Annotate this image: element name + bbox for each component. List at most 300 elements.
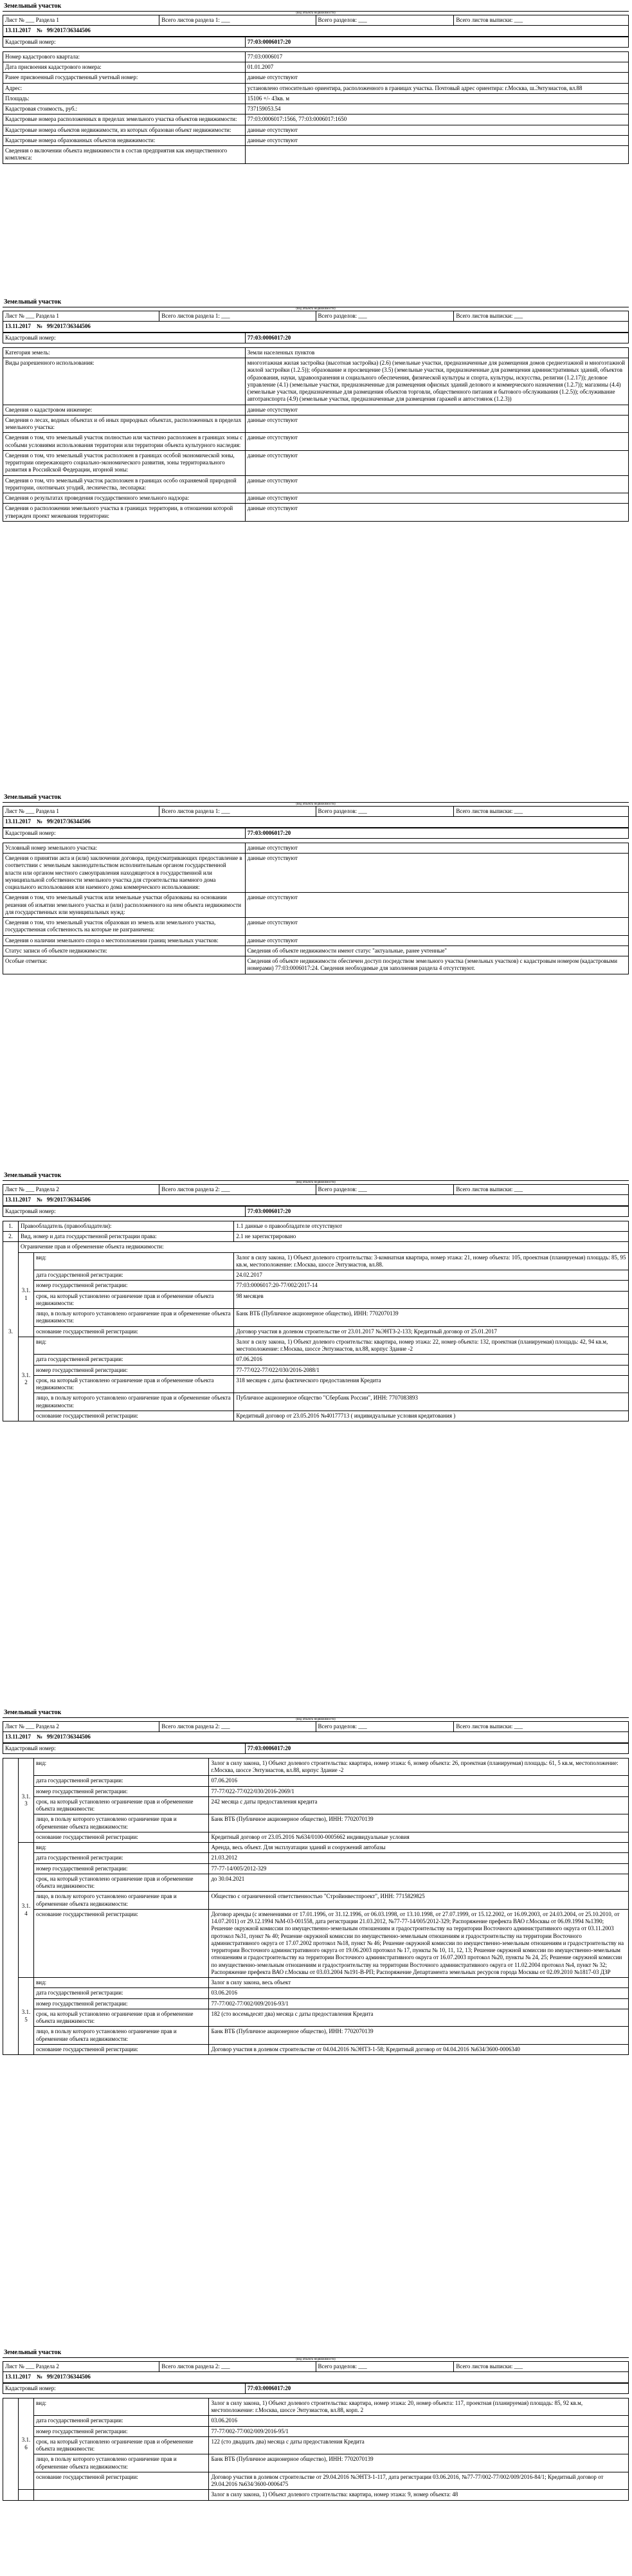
row-label: Категория земель: xyxy=(3,347,246,358)
row-value: данные отсутствуют xyxy=(245,493,628,504)
cadastral-value: 77:03:0006017:20 xyxy=(245,828,628,838)
date-row xyxy=(3,1195,629,1205)
encumbrance-label: вид: xyxy=(34,1337,234,1355)
row-value: данные отсутствуют xyxy=(245,73,628,83)
sheet-1 xyxy=(3,1,629,164)
extract-date: 13.11.2017 xyxy=(5,2373,32,2380)
row-label: Правообладатель (правообладатели): xyxy=(19,1221,234,1231)
date-number-cell xyxy=(3,26,629,36)
encumbrance-value: Общество с ограниченной ответственностью "Стройинвестпроект", ИНН: 7715829825 xyxy=(209,1892,629,1910)
sheet-header-row xyxy=(3,1185,629,1195)
encumbrance-value: 07.06.2016 xyxy=(209,1776,629,1786)
table-row xyxy=(3,450,629,475)
object-caption: (вид объекта недвижимости) xyxy=(3,2357,629,2361)
row-label: Номер кадастрового квартала: xyxy=(3,51,246,62)
row-label: Кадастровые номера объектов недвижимости, из которых образован объект недвижимости: xyxy=(3,125,246,135)
encumbrance-value: Банк ВТБ (Публичное акционерное общество), ИНН: 7702070139 xyxy=(209,2454,629,2472)
encumbrance-value: 03.06.2016 xyxy=(209,2416,629,2426)
encumbrance-table xyxy=(3,1758,629,2055)
encumbrance-value: Кредитный договор от 23.05.2016 №40177713 ( индивидуальные условия кредитования ) xyxy=(234,1411,629,1421)
sheet-total-extract: Всего листов выписки: ___ xyxy=(454,1185,629,1195)
cadastral-value: 77:03:0006017:20 xyxy=(245,333,628,343)
extract-number-prefix: № xyxy=(37,323,43,330)
encumbrance-row xyxy=(3,1365,629,1375)
details-table xyxy=(3,347,629,522)
cadastral-row xyxy=(3,37,629,47)
encumbrance-label: дата государственной регистрации: xyxy=(34,1270,234,1281)
encumbrance-table xyxy=(3,2398,629,2501)
encumbrance-label: основание государственной регистрации: xyxy=(34,2472,209,2490)
extract-number-prefix: № xyxy=(37,1196,43,1203)
encumbrance-row xyxy=(3,1758,629,1776)
owner-value: данные о правообладателе отсутствуют xyxy=(244,1222,343,1229)
sheet-list-number: Лист № ___ Раздела 2 xyxy=(3,2362,159,2372)
sheet-4 xyxy=(3,1171,629,1421)
encumbrance-label: дата государственной регистрации: xyxy=(34,1988,209,1998)
sheet-total-sheets: Всего листов раздела 2: ___ xyxy=(159,1185,316,1195)
sheet-total-sections: Всего разделов: ___ xyxy=(316,1185,454,1195)
table-row xyxy=(3,854,629,893)
cadastral-label: Кадастровый номер: xyxy=(3,37,246,47)
cadastral-table xyxy=(3,828,629,839)
encumbrance-number: 3.1.5 xyxy=(19,1978,34,2055)
table-row xyxy=(3,433,629,451)
row-label: Виды разрешенного использования: xyxy=(3,358,246,405)
row-label: Особые отметки: xyxy=(3,956,246,974)
extract-date: 13.11.2017 xyxy=(5,323,32,330)
extract-number-prefix: № xyxy=(37,818,43,825)
encumbrance-row xyxy=(3,1853,629,1863)
row-label: Сведения о том, что земельный участок образован из земель или земельного участка, государственная собственность на которые не разграничена: xyxy=(3,918,246,936)
encumbrance-number xyxy=(19,2490,34,2500)
encumbrance-value: 77:03:0006017:20-77/002/2017-14 xyxy=(234,1281,629,1291)
table-row xyxy=(3,358,629,405)
encumbrance-value: Залог в силу закона, весь объект xyxy=(209,1978,629,1988)
encumbrance-row xyxy=(3,1978,629,1988)
encumbrance-value: 77-77/002-77/002/009/2016-95/1 xyxy=(209,2426,629,2436)
sheet-total-sections: Всего разделов: ___ xyxy=(316,1722,454,1732)
cadastral-table xyxy=(3,37,629,48)
sheet-list-number: Лист № ___ Раздела 1 xyxy=(3,15,159,26)
row-number: 1. xyxy=(3,1221,19,1231)
sheet-header xyxy=(3,1184,629,1206)
sheet-header xyxy=(3,806,629,828)
row-label: Сведения о результатах проведения государственного земельного надзора: xyxy=(3,493,246,504)
row-value: данные отсутствуют xyxy=(245,415,628,433)
sheet-header xyxy=(3,2361,629,2383)
row-label: Условный номер земельного участка: xyxy=(3,843,246,853)
encumbrance-value: 03.06.2016 xyxy=(209,1988,629,1998)
encumbrance-row xyxy=(3,2398,629,2416)
details-table xyxy=(3,843,629,974)
encumbrance-label: срок, на который установлено ограничение прав и обременение объекта недвижимости: xyxy=(34,1291,234,1309)
cadastral-value: 77:03:0006017:20 xyxy=(245,1743,628,1753)
row-label: Сведения о включении объекта недвижимости в состав предприятия как имущественного комплекса: xyxy=(3,146,246,164)
encumbrance-value: 77-77/022-77/022/030/2016-2069/1 xyxy=(209,1786,629,1796)
encumbrance-value: 242 месяца с даты предоставления кредита xyxy=(209,1796,629,1814)
sheet-total-sections: Всего разделов: ___ xyxy=(316,311,454,322)
extract-number: 99/2017/36344506 xyxy=(46,2373,91,2380)
date-number-cell xyxy=(3,2372,629,2382)
cadastral-row xyxy=(3,333,629,343)
registration-value: не зарегистрировано xyxy=(244,1233,296,1239)
encumbrance-number: 3.1.4 xyxy=(19,1843,34,1978)
encumbrance-value: 21.03.2012 xyxy=(209,1853,629,1863)
encumbrance-label: номер государственной регистрации: xyxy=(34,1365,234,1375)
table-row xyxy=(3,51,629,62)
sheet-list-number: Лист № ___ Раздела 2 xyxy=(3,1185,159,1195)
encumbrance-value: Залог в силу закона, 1) Объект долевого строительства: 3-комнатная квартира, номер этажа: 21, номер объекта: 105, проектная (планируемая) площадь: 85, 95 кв.м, местоположение: г.Москва, шоссе Энтузиастов, вл.88. xyxy=(234,1252,629,1270)
sheet-total-extract: Всего листов выписки: ___ xyxy=(454,15,629,26)
date-row xyxy=(3,2372,629,2382)
encumbrance-value: 182 (сто восемьдесят два) месяца с даты предоставления Кредита xyxy=(209,2009,629,2027)
object-caption: (вид объекта недвижимости) xyxy=(3,1180,629,1184)
object-caption: (вид объекта недвижимости) xyxy=(3,1717,629,1721)
table-row xyxy=(3,93,629,104)
encumbrance-label: лицо, в пользу которого установлено ограничение прав и обременение объекта недвижимости: xyxy=(34,1892,209,1910)
row-label: Сведения о том, что земельный участок полностью или частично расположен в границах зоны с особыми условиями использования территории или территории объекта культурного наследия: xyxy=(3,433,246,451)
cadastral-label: Кадастровый номер: xyxy=(3,333,246,343)
encumbrance-label xyxy=(34,2490,209,2500)
encumbrance-value: Договор участия в долевом строительстве от 04.04.2016 №ЭНТЗ-1-58; Кредитный договор от 04.04.2016 №634/3600-0006340 xyxy=(209,2044,629,2054)
row-value: данные отсутствуют xyxy=(245,843,628,853)
object-caption: (вид объекта недвижимости) xyxy=(3,802,629,806)
date-row xyxy=(3,1732,629,1742)
row-value: данные отсутствуют xyxy=(245,405,628,415)
cadastral-row xyxy=(3,828,629,838)
cadastral-label: Кадастровый номер: xyxy=(3,1206,246,1216)
encumbrance-label: дата государственной регистрации: xyxy=(34,1355,234,1365)
encumbrance-value: Банк ВТБ (Публичное акционерное общество), ИНН: 7702070139 xyxy=(209,2027,629,2045)
table-row xyxy=(3,935,629,945)
encumbrance-label: срок, на который установлено ограничение прав и обременение объекта недвижимости: xyxy=(34,1874,209,1892)
encumbrance-row xyxy=(3,1832,629,1842)
sheet-total-extract: Всего листов выписки: ___ xyxy=(454,2362,629,2372)
extract-date: 13.11.2017 xyxy=(5,1733,32,1740)
encumbrance-value: 77-77/002-77/002/009/2016-93/1 xyxy=(209,1998,629,2009)
registration-row xyxy=(3,1232,629,1242)
encumbrance-label: лицо, в пользу которого установлено ограничение прав и обременение объекта недвижимости: xyxy=(34,2027,209,2045)
encumbrance-label: лицо, в пользу которого установлено ограничение прав и обременение объекта недвижимости: xyxy=(34,2454,209,2472)
sheet-total-sheets: Всего листов раздела 1: ___ xyxy=(159,15,316,26)
row-subnumber: 2.1 xyxy=(236,1233,244,1239)
encumbrance-label: дата государственной регистрации: xyxy=(34,1776,209,1786)
encumbrance-row xyxy=(3,2416,629,2426)
cadastral-label: Кадастровый номер: xyxy=(3,828,246,838)
table-row xyxy=(3,62,629,73)
encumbrance-value: Договор аренды (с изменениями от 17.01.1996, от 31.12.1996, от 06.03.1998, от 13.10.1998, от 27.07.1999, от 15.12.2002, от 16.09.2003, от 24.03.2004, от 25.10.2010, от 14.07.2011) от 29.12.1994 №М-03-001558, дата регистрации 21.03.2012, №77-77-14/005/2012-329; Распоряжение префекта ВАО г.Москвы от 06.09.1994 №1390; Решение окружной комиссии по имущественно-земельным отношениям и градостроительству на территории Восточного административного округа от 03.11.2003 протокол №31, пункт № 40; Решение окружной комиссии по имущественно-земельным отношениям и градостроительству на территории Восточного административного округа от 17.07.2002 протокол №18, пункт № 46; Решение окружной комиссии по имущественно-земельным отношениям и градостроительству на территории Восточного административного округа от 19.06.2003 протокол № 17, пункты № 10, 11, 12, 13; Решение окружной комиссии по имущественно-земельным отношениям и градостроительству на территории Восточного административного округа от 16.07.2003 протокол №20, пункты № 24, 25; Решение окружной комиссии по имущественно-земельным отношениям и градостроительству на территории Восточного административного округа от 11.02.2004 протокол №4, пункт № 32; Распоряжение префекта ВАО г.Москвы от 03.03.2004 №191-В-РП; Распоряжение Департамента земельных ресурсов города Москвы от 02.09.2010 №1817-03 ДЗР xyxy=(209,1909,629,1977)
encumbrance-value: 77-77/022-77/022/030/2016-2088/1 xyxy=(234,1365,629,1375)
encumbrance-value: Залог в силу закона, 1) Объект долевого строительства: квартира, номер этажа: 22, номер объекта: 132, проектная (планируемая) площадь: 42, 94 кв.м, местоположение: г.Москва, шоссе Энтузиастов, вл.88, корпус Здание -2 xyxy=(234,1337,629,1355)
encumbrance-value: 98 месяцев xyxy=(234,1291,629,1309)
extract-number-prefix: № xyxy=(37,2373,43,2380)
row-label: Дата присвоения кадастрового номера: xyxy=(3,62,246,73)
table-row xyxy=(3,956,629,974)
sheet-total-extract: Всего листов выписки: ___ xyxy=(454,1722,629,1732)
encumbrance-label: лицо, в пользу которого установлено ограничение прав и обременение объекта недвижимости: xyxy=(34,1309,234,1327)
encumbrance-label: основание государственной регистрации: xyxy=(34,1832,209,1842)
row-value xyxy=(234,1221,629,1231)
table-row xyxy=(3,893,629,918)
row-label: Сведения о принятии акта и (или) заключении договора, предусматривающих предоставление в соответствии с земельным законодательством исполнительным органом государственной власти или органом местного самоуправления находящегося в государственной или муниципальной собственности земельного участка для строительства наемного дома социального использования или наемного дома коммерческого использования: xyxy=(3,854,246,893)
cadastral-table xyxy=(3,333,629,343)
sheet-2 xyxy=(3,297,629,522)
encumbrance-value: Договор участия в долевом строительстве от 23.01.2017 №ЭНТЗ-2-133; Кредитный договор от 25.01.2017 xyxy=(234,1326,629,1337)
table-row xyxy=(3,114,629,125)
table-row xyxy=(3,83,629,93)
table-row xyxy=(3,104,629,114)
encumbrance-value: 24.02.2017 xyxy=(234,1270,629,1281)
row-value: данные отсутствуют xyxy=(245,854,628,893)
encumbrance-value: Залог в силу закона, 1) Объект долевого строительства: квартира, номер этажа: 20, номер объекта: 117, проектная (планируемая) площадь: 85, 92 кв.м, местоположение: г.Москва, шоссе Энтузиастов, вл.88, корп. 2 xyxy=(209,2398,629,2416)
encumbrance-label: срок, на который установлено ограничение прав и обременение объекта недвижимости: xyxy=(34,2009,209,2027)
encumbrance-row xyxy=(3,1355,629,1365)
table-row xyxy=(3,73,629,83)
section-title: Земельный участок xyxy=(4,2349,62,2356)
object-caption: (вид объекта недвижимости) xyxy=(3,307,629,311)
encumbrance-label: номер государственной регистрации: xyxy=(34,1863,209,1874)
row-value: данные отсутствуют xyxy=(245,918,628,936)
row-value: 77:03:0006017 xyxy=(245,51,628,62)
sheet-header-row xyxy=(3,15,629,26)
encumbrance-row xyxy=(3,1786,629,1796)
row-value: 01.01.2007 xyxy=(245,62,628,73)
encumbrance-row xyxy=(3,1270,629,1281)
encumbrance-value: Аренда, весь объект. Для эксплуатации зданий и сооружений автобазы xyxy=(209,1843,629,1853)
encumbrance-row xyxy=(3,1863,629,1874)
row-label: Сведения о кадастровом инженере: xyxy=(3,405,246,415)
encumbrance-row xyxy=(3,1291,629,1309)
date-number-cell xyxy=(3,1732,629,1742)
encumbrance-label: основание государственной регистрации: xyxy=(34,1909,209,1977)
encumbrance-row xyxy=(3,1281,629,1291)
encumbrance-value: Банк ВТБ (Публичное акционерное общество), ИНН: 7702070139 xyxy=(209,1814,629,1832)
row-value: 737159053.54 xyxy=(245,104,628,114)
row-label: Ограничение прав и обременение объекта недвижимости: xyxy=(19,1242,629,1252)
row-value: Сведения об объекте недвижимости обеспечен доступ посредством земельного участка (земельных участков) с кадастровым номером (кадастровыми номерами) 77:03:0006017:24. Сведения необходимые для заполнения раздела 4 отсутствуют. xyxy=(245,956,628,974)
cadastral-value: 77:03:0006017:20 xyxy=(245,2383,628,2393)
encumbrance-label: вид: xyxy=(34,1252,234,1270)
row-label: Сведения о лесах, водных объектах и об иных природных объектах, расположенных в пределах земельного участка: xyxy=(3,415,246,433)
encumbrance-label: номер государственной регистрации: xyxy=(34,1998,209,2009)
row-subnumber: 1.1 xyxy=(236,1222,244,1229)
row-value: данные отсутствуют xyxy=(245,475,628,493)
encumbrance-label: основание государственной регистрации: xyxy=(34,1326,234,1337)
encumbrance-row xyxy=(3,2426,629,2436)
encumbrance-label: дата государственной регистрации: xyxy=(34,1853,209,1863)
row-value xyxy=(234,1232,629,1242)
date-row xyxy=(3,817,629,827)
sheet-header-row xyxy=(3,311,629,322)
sheet-total-sheets: Всего листов раздела 2: ___ xyxy=(159,1722,316,1732)
sheet-header xyxy=(3,311,629,333)
encumbrance-row xyxy=(3,1874,629,1892)
encumbrance-row xyxy=(3,2009,629,2027)
encumbrance-value: Банк ВТБ (Публичное акционерное общество), ИНН: 7702070139 xyxy=(234,1309,629,1327)
encumbrance-row xyxy=(3,1375,629,1393)
table-row xyxy=(3,475,629,493)
cadastral-row xyxy=(3,2383,629,2393)
row-value: данные отсутствуют xyxy=(245,135,628,145)
cadastral-row xyxy=(3,1206,629,1216)
date-number-cell xyxy=(3,817,629,827)
date-row xyxy=(3,322,629,332)
encumbrance-label: номер государственной регистрации: xyxy=(34,1281,234,1291)
table-row xyxy=(3,945,629,956)
table-row xyxy=(3,135,629,145)
sheet-total-extract: Всего листов выписки: ___ xyxy=(454,311,629,322)
cadastral-value: 77:03:0006017:20 xyxy=(245,1206,628,1216)
encumbrance-value: до 30.04.2021 xyxy=(209,1874,629,1892)
row-label: Статус записи об объекте недвижимости: xyxy=(3,945,246,956)
encumbrance-label: дата государственной регистрации: xyxy=(34,2416,209,2426)
section-title: Земельный участок xyxy=(4,3,62,10)
encumbrance-label: вид: xyxy=(34,1843,209,1853)
extract-number-prefix: № xyxy=(37,1733,43,1740)
table-row xyxy=(3,146,629,164)
sheet-3 xyxy=(3,792,629,974)
encumbrance-value: Залог в силу закона, 1) Объект долевого строительства: квартира, номер этажа: 6, номер объекта: 26, проектная (планируемая) площадь: 61, 5 кв.м, местоположение: г.Москва, шоссе Энтузиастов, вл.88, корпус Здание -2 xyxy=(209,1758,629,1776)
encumbrance-row xyxy=(3,2454,629,2472)
row-value: Земли населенных пунктов xyxy=(245,347,628,358)
section-title: Земельный участок xyxy=(4,794,62,801)
row-label: Адрес: xyxy=(3,83,246,93)
section-title: Земельный участок xyxy=(4,298,62,306)
encumbrance-label: срок, на который установлено ограничение прав и обременение объекта недвижимости: xyxy=(34,2436,209,2454)
encumbrance-row xyxy=(3,1309,629,1327)
row-label: Сведения о расположении земельного участка в границах территории, в отношении которой утвержден проект межевания территории: xyxy=(3,504,246,522)
row-number: 3. xyxy=(3,1242,19,1421)
encumbrance-label: лицо, в пользу которого установлено ограничение прав и обременение объекта недвижимости: xyxy=(34,1393,234,1411)
section-title: Земельный участок xyxy=(4,1172,62,1179)
table-row xyxy=(3,415,629,433)
sheet-total-sheets: Всего листов раздела 1: ___ xyxy=(159,311,316,322)
extract-number: 99/2017/36344506 xyxy=(46,818,91,825)
encumbrance-row xyxy=(3,1843,629,1853)
section-title: Земельный участок xyxy=(4,1709,62,1716)
row-value xyxy=(245,146,628,164)
extract-number: 99/2017/36344506 xyxy=(46,1196,91,1203)
extract-date: 13.11.2017 xyxy=(5,1196,32,1203)
encumbrance-value: Залог в силу закона, 1) Объект долевого строительства: квартира, номер этажа: 9, номер объекта: 48 xyxy=(209,2490,629,2500)
encumbrance-label: основание государственной регистрации: xyxy=(34,2044,209,2054)
extract-date: 13.11.2017 xyxy=(5,818,32,825)
encumbrance-label: вид: xyxy=(34,2398,209,2416)
encumbrance-label: номер государственной регистрации: xyxy=(34,1786,209,1796)
left-margin-cell xyxy=(3,2398,19,2500)
encumbrance-value: 318 месяцев с даты фактического предоставления Кредита xyxy=(234,1375,629,1393)
owner-row xyxy=(3,1221,629,1231)
cadastral-table xyxy=(3,1206,629,1217)
row-value: данные отсутствуют xyxy=(245,433,628,451)
row-label: Кадастровые номера расположенных в пределах земельного участка объектов недвижимости: xyxy=(3,114,246,125)
sheet-total-sections: Всего разделов: ___ xyxy=(316,15,454,26)
row-label: Сведения о том, что земельный участок расположен в границах особо охраняемой природной территории, охотничьих угодий, лесничества, лесопарка: xyxy=(3,475,246,493)
encumbrance-row xyxy=(3,2472,629,2490)
encumbrance-value: Договор участия в долевом строительстве от 29.04.2016 №ЭНТЗ-1-117, дата регистрации 03.06.2016, №77-77/002-77/002/009/2016-84/1; Кредитный договор от 29.04.2016 №634/3600-0006475 xyxy=(209,2472,629,2490)
table-row xyxy=(3,918,629,936)
row-label: Кадастровая стоимость, руб.: xyxy=(3,104,246,114)
encumbrance-row xyxy=(3,1909,629,1977)
encumbrance-number: 3.1.6 xyxy=(19,2398,34,2490)
encumbrance-row xyxy=(3,1393,629,1411)
encumbrance-row xyxy=(3,1337,629,1355)
table-row xyxy=(3,405,629,415)
row-label: Вид, номер и дата государственной регистрации права: xyxy=(19,1232,234,1242)
row-label: Сведения о том, что земельный участок расположен в границах особой экономической зоны, территории опережающего социально-экономического развития, зоны территориального развития в Российской Федерации, игорной зоны: xyxy=(3,450,246,475)
sheet-header xyxy=(3,15,629,37)
row-value: данные отсутствуют xyxy=(245,935,628,945)
date-row xyxy=(3,26,629,36)
row-value: многоэтажная жилая застройка (высотная застройка) (2.6) (земельные участки, предназначенные для размещения домов среднеэтажной и многоэтажной жилой застройки (1.2.5)); образование и просвещение (3.5) (земельные участки, предназначенные для размещения административных зданий, объектов образования, науки, здравоохранения и социального обеспечения, физической культуры и спорта, культуры, искусства, религии (1.2.17)); деловое управление (4.1) (земельные участки, предназначенные для размещения офисных зданий делового и коммерческого назначения (1.2.7)); магазины (4.4) (земельные участки, предназначенные для размещения объектов торговли, общественного питания и бытового обслуживания (1.2.5)); обслуживание автотранспорта (4.9) (земельные участки, предназначенные для размещения гаражей и автостоянок (1.2.3)) xyxy=(245,358,628,405)
sheet-header xyxy=(3,1721,629,1743)
encumbrance-row xyxy=(3,1776,629,1786)
encumbrance-header-row xyxy=(3,1242,629,1252)
row-value: установлено относительно ориентира, расположенного в границах участка. Почтовый адрес ориентира: г.Москва, ш.Энтузиастов, вл.88 xyxy=(245,83,628,93)
encumbrance-row xyxy=(3,1998,629,2009)
rights-table xyxy=(3,1221,629,1421)
encumbrance-value: 77-77-14/005/2012-329 xyxy=(209,1863,629,1874)
details-table xyxy=(3,51,629,164)
row-value: данные отсутствуют xyxy=(245,450,628,475)
cadastral-table xyxy=(3,1743,629,1754)
encumbrance-row xyxy=(3,1326,629,1337)
encumbrance-number: 3.1.1 xyxy=(19,1252,34,1337)
encumbrance-row xyxy=(3,1814,629,1832)
cadastral-row xyxy=(3,1743,629,1753)
cadastral-label: Кадастровый номер: xyxy=(3,1743,246,1753)
table-row xyxy=(3,493,629,504)
sheet-total-sheets: Всего листов раздела 1: ___ xyxy=(159,807,316,817)
date-number-cell xyxy=(3,322,629,332)
row-label: Сведения о том, что земельный участок или земельные участки образованы на основании решения об изъятии земельного участка и (или) расположенного на нем объекта недвижимости для государственных или муниципальных нужд: xyxy=(3,893,246,918)
row-label: Сведения о наличии земельного спора о местоположении границ земельных участков: xyxy=(3,935,246,945)
extract-date: 13.11.2017 xyxy=(5,27,32,34)
sheet-5 xyxy=(3,1708,629,2055)
sheet-total-sections: Всего разделов: ___ xyxy=(316,807,454,817)
sheet-header-row xyxy=(3,1722,629,1732)
row-value: 77:03:0006017:1566, 77:03:0006017:1650 xyxy=(245,114,628,125)
sheet-list-number: Лист № ___ Раздела 1 xyxy=(3,311,159,322)
sheet-6 xyxy=(3,2348,629,2501)
cadastral-value: 77:03:0006017:20 xyxy=(245,37,628,47)
sheet-total-sheets: Всего листов раздела 2: ___ xyxy=(159,2362,316,2372)
sheet-list-number: Лист № ___ Раздела 1 xyxy=(3,807,159,817)
extract-number: 99/2017/36344506 xyxy=(46,27,91,34)
encumbrance-value: 122 (сто двадцать два) месяца с даты предоставления Кредита xyxy=(209,2436,629,2454)
encumbrance-label: вид: xyxy=(34,1978,209,1988)
extract-number: 99/2017/36344506 xyxy=(46,323,91,330)
row-value: данные отсутствуют xyxy=(245,125,628,135)
table-row xyxy=(3,843,629,853)
extract-number-prefix: № xyxy=(37,27,43,34)
row-value: Сведения об объекте недвижимости имеют статус "актуальные, ранее учтенные" xyxy=(245,945,628,956)
encumbrance-row xyxy=(3,1411,629,1421)
row-value: 15106 +/- 43кв. м xyxy=(245,93,628,104)
encumbrance-label: номер государственной регистрации: xyxy=(34,2426,209,2436)
left-margin-cell xyxy=(3,1758,19,2054)
encumbrance-number: 3.1.3 xyxy=(19,1758,34,1842)
object-caption: (вид объекта недвижимости) xyxy=(3,11,629,15)
cadastral-table xyxy=(3,2383,629,2394)
row-label: Площадь: xyxy=(3,93,246,104)
encumbrance-value: 07.06.2016 xyxy=(234,1355,629,1365)
encumbrance-row-partial xyxy=(3,2490,629,2500)
encumbrance-label: срок, на который установлено ограничение прав и обременение объекта недвижимости: xyxy=(34,1375,234,1393)
row-value: данные отсутствуют xyxy=(245,893,628,918)
encumbrance-label: срок, на который установлено ограничение прав и обременение объекта недвижимости: xyxy=(34,1796,209,1814)
sheet-total-extract: Всего листов выписки: ___ xyxy=(454,807,629,817)
